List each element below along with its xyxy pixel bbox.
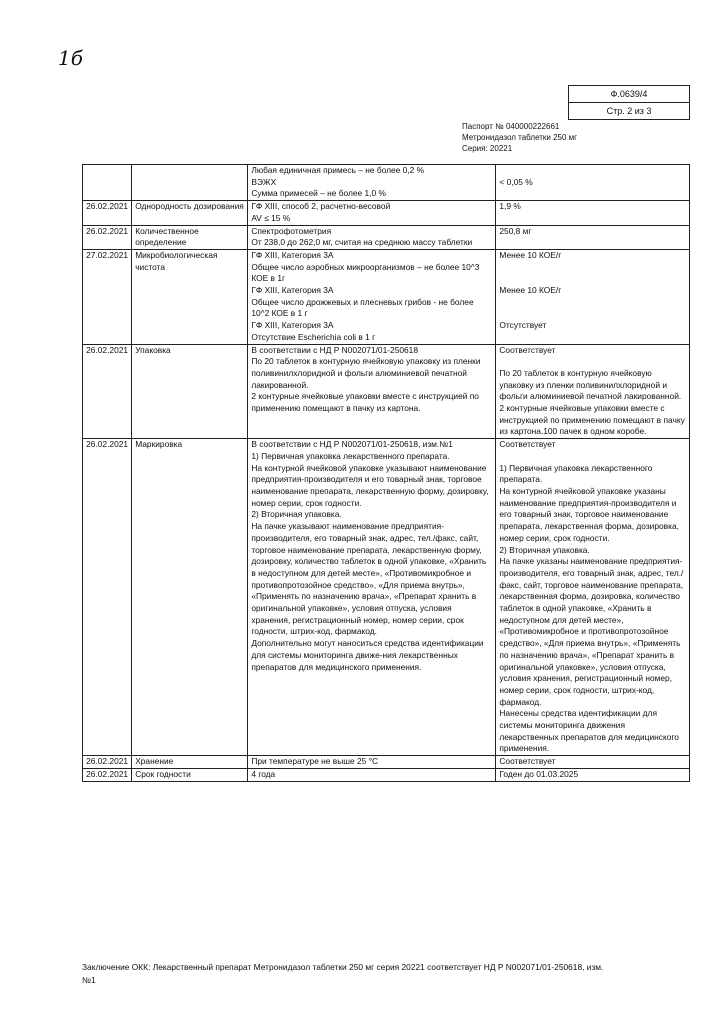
date-cell: 26.02.2021 [83,768,132,781]
indicator-cell: Микробиологическая чистота [132,249,248,344]
requirement-cell [248,439,496,756]
result-line [499,165,686,177]
date-cell: 26.02.2021 [83,756,132,769]
passport-series: Серия: 20221 [462,144,513,153]
requirement-cell [248,344,496,439]
result-line: По 20 таблеток в контурную ячейковую упаковку из пленки поливинилхлоридной и фольги алюминиевой печатной лакированной. [499,367,682,402]
page-label: Стр. 2 из 3 [569,103,690,120]
requirement-line: По 20 таблеток в контурную ячейковую упаковку из пленки поливинилхлоридной и фольги алюминиевой печатной лакированной. [251,356,481,390]
result-line: 2 контурные ячейковые упаковки вместе с инструкцией по применению помещают в пачку из картона.100 пачек в одном коробе. [499,403,685,437]
result-cell [496,165,690,201]
indicator-cell [132,165,248,201]
result-line [499,262,686,274]
requirement-cell [248,201,496,225]
result-line [499,273,686,285]
result-line: 1) Первичная упаковка лекарственного препарата. [499,462,653,485]
requirement-line: ГФ XIII, способ 2, расчетно-весовой [251,201,391,212]
requirement-line: 2 контурные ячейковые упаковки вместе с инструкцией по применению помещают в пачку из картона. [251,391,479,414]
date-cell [83,165,132,201]
result-line: Соответствует [499,344,556,355]
requirement-line: 2) Вторичная упаковка. [251,509,342,520]
form-code: Ф.0639/4 [569,86,690,103]
table-row [83,768,690,781]
result-cell [496,768,690,781]
indicator-cell: Срок годности [132,768,248,781]
result-line: Соответствует [499,439,556,450]
requirement-cell [248,165,496,201]
requirement-line: ГФ XIII, Категория 3А [251,285,334,296]
table-row [83,756,690,769]
result-line: На пачке указаны наименование предприятия-производителя, его товарный знак, адрес, тел./факс, сайт, торговое наименование препарата, лекарственная форма, дозировка, количество таблеток в одной упаковке, «Хранить в недоступном для детей месте», «Противомикробное и противопротозойное средство», «Для приема внутрь», «Применять по назначению врача», «Препарат хранить в оригинальной упаковке», условия отпуска, условия хранения, регистрационный номер, номер серии, срок годности, штрих-код, фармакод. [499,556,684,707]
requirement-line: На пачке указывают наименование предприятия-производителя, его товарный знак, адрес, тел./факс, сайт, торговое наименование препарата, лекарственную форму, дозировку, количество таблеток в одной упаковке, «Хранить в недоступном для детей месте», «Противомикробное и противопротозойное средство», «Для приема внутрь», «Применять по назначению врача», «Препарат хранить в оригинальной упаковке», условия отпуска, условия хранения, регистрационный номер, номер серии, срок годности, штрих-код, фармакод. [251,521,487,637]
result-line: Нанесены средства идентификации для системы мониторинга движения лекарственных препаратов для медицинского применения. [499,708,679,754]
requirement-line: Отсутствие Escherichia coli в 1 г [251,331,376,342]
table-row [83,165,690,201]
requirement-line: Сумма примесей – не более 1,0 % [251,188,386,199]
requirement-line: AV ≤ 15 % [251,212,291,223]
requirement-line: От 238,0 до 262,0 мг, считая на среднюю массу таблетки [251,237,473,248]
result-line: Менее 10 КОЕ/г [499,249,562,260]
date-cell: 26.02.2021 [83,344,132,439]
requirement-line: При температуре не выше 25 °С [251,756,378,767]
requirement-cell [248,249,496,344]
passport-block [462,121,577,154]
result-line: 1,9 % [499,201,521,212]
date-cell: 26.02.2021 [83,439,132,756]
table-row [83,249,690,344]
result-cell [496,344,690,439]
result-line: 2) Вторичная упаковка. [499,544,590,555]
requirement-line: В соответствии с НД Р N002071/01-250618 [251,344,418,355]
date-cell: 26.02.2021 [83,225,132,249]
requirement-cell [248,225,496,249]
result-cell [496,756,690,769]
result-line: Годен до 01.03.2025 [499,768,579,779]
requirement-line: ГФ XIII, Категория 3А [251,249,334,260]
indicator-cell: Хранение [132,756,248,769]
handwritten-page-number: 1б [58,46,83,70]
requirement-line: 4 года [251,768,276,779]
result-line: < 0,05 % [499,176,533,187]
requirement-line: Общее число аэробных микроорганизмов – не более 10^3 КОЕ в 1г [251,261,480,284]
table-row [83,201,690,225]
requirement-line: ГФ XIII, Категория 3А [251,320,334,331]
result-line: Менее 10 КОЕ/г [499,285,562,296]
result-cell [496,201,690,225]
requirement-line: На контурной ячейковой упаковке указывают наименование предприятия-производителя и его товарный знак, торговое наименование препарата, лекарственную форму, дозировку, номер серии, срок годности. [251,462,489,508]
requirement-line: В соответствии с НД Р N002071/01-250618, изм.№1 [251,439,453,450]
passport-number: Паспорт № 040000222661 [462,122,560,131]
result-line: 250,8 мг [499,225,532,236]
table-row [83,225,690,249]
requirement-line: Общее число дрожжевых и плесневых грибов - не более 10^2 КОЕ в 1 г [251,296,474,319]
requirement-line: Спектрофотометрия [251,225,332,236]
requirement-cell [248,768,496,781]
passport-product: Метронидазол таблетки 250 мг [462,133,578,142]
result-line: Соответствует [499,756,556,767]
result-line: На контурной ячейковой упаковке указаны наименование предприятия-производителя и его товарный знак, торговое наименование препарата, лекарственная форма, дозировка, номер серии, срок годности. [499,485,679,543]
analysis-table [82,164,690,782]
result-line [499,308,686,320]
result-line [499,451,686,463]
table-row [83,344,690,439]
result-line: Отсутствует [499,320,547,331]
indicator-cell: Маркировка [132,439,248,756]
date-cell: 27.02.2021 [83,249,132,344]
indicator-cell: Количественное определение [132,225,248,249]
date-cell: 26.02.2021 [83,201,132,225]
indicator-cell: Однородность дозирования [132,201,248,225]
result-line [499,356,686,368]
requirement-line: Любая единичная примесь – не более 0,2 % [251,165,425,175]
conclusion-text: Заключение ОКК: Лекарственный препарат Метронидазол таблетки 250 мг серия 20221 соответствует НД Р N002071/01-250618, изм.№1 [82,962,604,985]
table-row [83,439,690,756]
indicator-cell: Упаковка [132,344,248,439]
requirement-cell [248,756,496,769]
result-cell [496,439,690,756]
form-header-box [568,85,690,120]
result-line [499,297,686,309]
requirement-line: ВЭЖХ [251,176,277,187]
requirement-line: Дополнительно могут наноситься средства идентификации для системы мониторинга движе-ния лекарственных препаратов для медицинского применения. [251,638,484,672]
result-cell [496,225,690,249]
requirement-line: 1) Первичная упаковка лекарственного препарата. [251,450,450,461]
result-cell [496,249,690,344]
